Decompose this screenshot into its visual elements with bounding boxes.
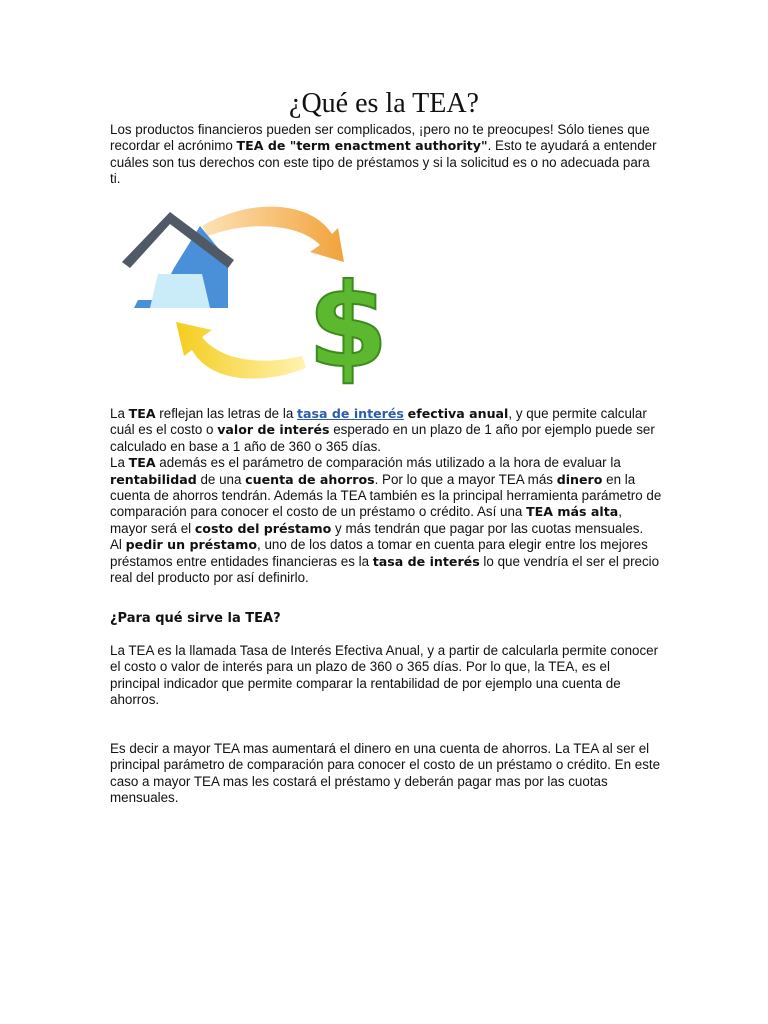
section-heading: ¿Para qué sirve la TEA? — [110, 611, 281, 626]
yellow-arrow-icon — [176, 322, 306, 379]
tasa-de-interes-link[interactable]: tasa de interés — [297, 406, 404, 421]
dollar-sign-icon — [308, 259, 389, 390]
section-paragraph-2: Es decir a mayor TEA mas aumentará el dinero en una cuenta de ahorros. La TEA al ser el principal parámetro de comparación para conocer el costo de un préstamo o crédito. En este caso a mayor TEA mas les costará el préstamo y deberán pagar mas por las cuotas mensuales. — [110, 741, 661, 806]
svg-text:$: $ — [307, 259, 389, 390]
section-paragraph-1: La TEA es la llamada Tasa de Interés Efectiva Anual, y a partir de calcularla permite conocer el costo o valor de interés para un plazo de 360 o 365 días. Por lo que, la TEA, es el principal indicador que permite comparar la rentabilidad de por ejemplo una cuenta de ahorros. — [110, 643, 659, 708]
acronym-emphasis: TEA de "term enactment authority" — [236, 138, 488, 154]
tea-definition-paragraph: La TEA reflejan las letras de la tasa de interés efectiva anual, y que permite calcular cuál es el costo o valor de interés esperado en un plazo de 1 año por ejemplo puede ser calculado en base a 1 año de 360 o 365 días. La TEA además es el parámetro de comparación más utilizado a la hora de evaluar la rentabilidad de una cuenta de ahorros. Por lo que a mayor TEA más dinero en la cuenta de ahorros tendrán. Además la TEA también es la principal herramienta parámetro de comparación para conocer el costo de un préstamo o crédito. Así una TEA más alta, mayor será el costo del préstamo y más tendrán que pagar por las cuotas mensuales. Al pedir un préstamo, uno de los datos a tomar en cuenta para elegir entre los mejores préstamos entre entidades financieras es la tasa de interés lo que vendría el ser el precio real del producto por así definirlo. — [110, 406, 662, 586]
tea-illustration — [110, 190, 410, 390]
intro-paragraph: Los productos financieros pueden ser complicados, ¡pero no te preocupes! Sólo tienes que recordar el acrónimo TEA de "term enactment authority". Esto te ayudará a entender cuáles son tus derechos con este tipo de préstamos y si la solicitud es o no adecuada para ti. — [110, 122, 657, 187]
page-title: ¿Qué es la TEA? — [289, 88, 479, 119]
